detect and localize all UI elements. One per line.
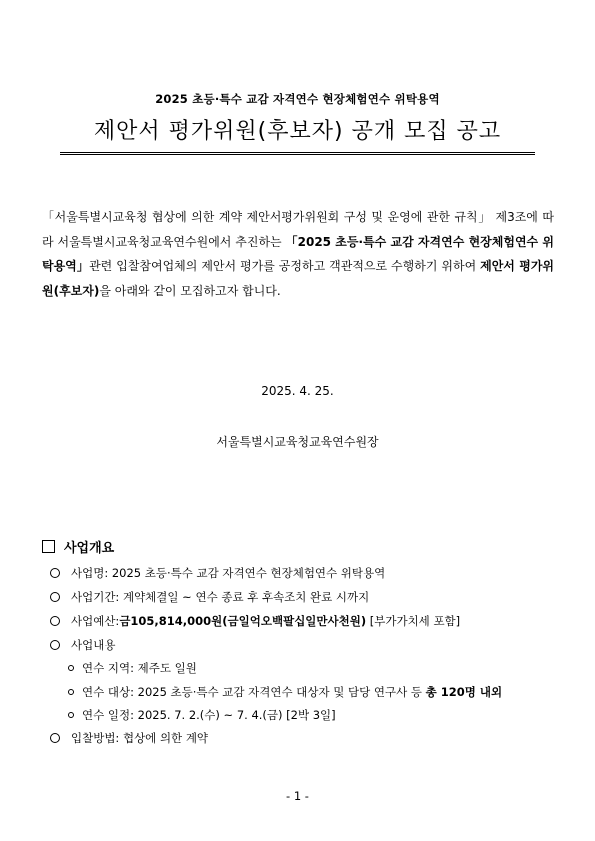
sub-item-text: 연수 지역: 제주도 일원 — [82, 661, 197, 675]
list-item-budget — [50, 613, 460, 629]
circle-bullet-icon — [50, 568, 60, 578]
list-item-text: 사업내용 — [71, 638, 116, 652]
target-count: 총 120명 내외 — [425, 685, 503, 699]
signer-name: 서울특별시교육청교육연수원장 — [216, 435, 379, 449]
list-item-text: 사업명: 2025 초등·특수 교감 자격연수 현장체험연수 위탁용역 — [71, 566, 386, 580]
circle-bullet-icon — [50, 592, 60, 602]
section-title: 사업개요 — [64, 541, 115, 556]
announcement-date: 2025. 4. 25. — [261, 384, 334, 398]
sub-item-schedule — [68, 707, 336, 723]
intro-text-1: 「서울특별시교육청 협상에 의한 계약 제안서평가위원회 구성 및 운영에 관한 규칙」 제3조에 따라 서울특별시교육청교육연수원에서 추진하는 — [42, 210, 554, 249]
list-item-project-name — [50, 565, 385, 581]
title-double-rule — [60, 152, 535, 155]
list-item-bid-method — [50, 730, 208, 746]
section-heading — [42, 537, 114, 556]
small-circle-bullet-icon — [68, 712, 74, 718]
document-title: 제안서 평가위원(후보자) 공개 모집 공고 — [93, 119, 502, 144]
sub-item-target — [68, 684, 502, 700]
small-circle-bullet-icon — [68, 689, 74, 695]
page-number: - 1 - — [286, 789, 309, 803]
budget-vat-note: [부가가치세 포함] — [366, 614, 461, 628]
list-item-text: 사업기간: 계약체결일 ~ 연수 종료 후 후속조치 완료 시까지 — [71, 590, 370, 604]
budget-amount: 금105,814,000원(금일억오백팔십일만사천원) — [119, 614, 367, 628]
circle-bullet-icon — [50, 616, 60, 626]
intro-project-name: 「2025 초등·특수 교감 자격연수 현장체험연수 위탁용역」 — [42, 234, 554, 273]
intro-text-3: 을 아래와 같이 모집하고자 합니다. — [99, 283, 281, 298]
intro-evaluator-term: 제안서 평가위원(후보자) — [42, 259, 555, 298]
list-item-content — [50, 637, 115, 653]
checkbox-square-icon — [42, 540, 55, 553]
list-item-project-period — [50, 589, 369, 605]
sub-item-text: 연수 대상: 2025 초등·특수 교감 자격연수 대상자 및 담당 연구사 등 — [82, 685, 426, 699]
circle-bullet-icon — [50, 640, 60, 650]
intro-text-2: 관련 입찰참여업체의 제안서 평가를 공정하고 객관적으로 수행하기 위하여 — [89, 259, 481, 273]
sub-item-text: 연수 일정: 2025. 7. 2.(수) ~ 7. 4.(금) [2박 3일] — [82, 708, 336, 722]
budget-label: 사업예산: — [71, 614, 120, 628]
circle-bullet-icon — [50, 733, 60, 743]
list-item-text: 입찰방법: 협상에 의한 계약 — [71, 731, 209, 745]
sub-item-region — [68, 660, 197, 676]
intro-paragraph — [42, 205, 554, 303]
document-subtitle: 2025 초등·특수 교감 자격연수 현장체험연수 위탁용역 — [155, 92, 440, 106]
small-circle-bullet-icon — [68, 665, 74, 671]
